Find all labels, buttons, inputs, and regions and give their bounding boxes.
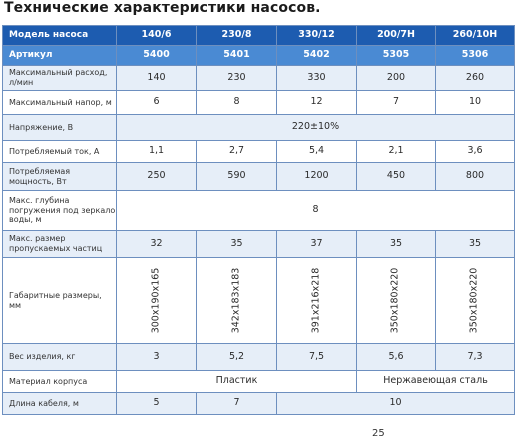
table-cell: 5,2 [197,344,277,371]
header-row-article [3,46,515,66]
table-cell: 8 [197,91,277,115]
table-row-dims [3,258,515,344]
spec-table [2,25,515,415]
table-row-particles [3,231,515,258]
vertical-text: 350x180x220 [389,267,401,334]
row-label: Макс. глубина погружения под зеркало воды, м [3,191,117,231]
row-label: Максимальный напор, м [3,91,117,115]
table-cell: 37 [277,231,357,258]
table-cell: 5 [117,393,197,415]
header-cell-article: 5402 [277,46,357,66]
row-label: Потребляемый ток, А [3,141,117,163]
table-row-voltage [3,115,515,141]
header-cell-model: 260/10Н [436,26,515,46]
table-cell: 32 [117,231,197,258]
vertical-text: 342x183x183 [230,267,242,334]
table-cell: 330 [277,66,357,91]
table-cell: 3,6 [436,141,515,163]
table-cell: 35 [436,231,515,258]
table-cell-vertical [436,258,515,344]
header-cell-model: 230/8 [197,26,277,46]
table-cell-vertical [117,258,197,344]
table-cell-vertical [197,258,277,344]
vertical-text: 300x190x165 [150,267,162,334]
page-number: 25 [372,428,385,439]
table-cell: 35 [197,231,277,258]
row-label: Материал корпуса [3,371,117,393]
table-row-head [3,91,515,115]
vertical-text: 391x216x218 [310,267,322,334]
header-cell-article: 5400 [117,46,197,66]
table-cell: 12 [277,91,357,115]
header-cell-article: 5306 [436,46,515,66]
table-cell: 250 [117,163,197,191]
header-cell-article: 5305 [357,46,436,66]
table-cell: 7 [357,91,436,115]
header-cell-model: 330/12 [277,26,357,46]
table-cell: 7,3 [436,344,515,371]
table-cell: 260 [436,66,515,91]
row-label: Макс. размер пропускаемых частиц [3,231,117,258]
table-row-cable [3,393,515,415]
page-title: Технические характеристики насосов. [4,0,321,16]
row-label: Вес изделия, кг [3,344,117,371]
table-cell: 2,1 [357,141,436,163]
table-cell-merged: 10 [277,393,515,415]
table-cell: 6 [117,91,197,115]
header-cell-model-label: Модель насоса [3,26,117,46]
table-cell: 590 [197,163,277,191]
header-cell-article: 5401 [197,46,277,66]
table-cell-merged: Нержавеющая сталь [357,371,515,393]
table-cell: 140 [117,66,197,91]
table-cell: 800 [436,163,515,191]
table-cell: 3 [117,344,197,371]
table-cell-merged: 8 [117,191,515,231]
row-label: Напряжение, В [3,115,117,141]
table-cell: 200 [357,66,436,91]
table-cell: 10 [436,91,515,115]
header-cell-model: 200/7Н [357,26,436,46]
table-row-material [3,371,515,393]
table-row-current [3,141,515,163]
table-row-weight [3,344,515,371]
header-cell-article-label: Артикул [3,46,117,66]
table-cell: 2,7 [197,141,277,163]
table-cell-vertical [277,258,357,344]
table-cell: 7 [197,393,277,415]
header-row-model [3,26,515,46]
table-cell: 5,4 [277,141,357,163]
table-cell-merged: 220±10% [117,115,515,141]
table-row-flow [3,66,515,91]
table-cell: 7,5 [277,344,357,371]
table-row-depth [3,191,515,231]
table-cell-vertical [357,258,436,344]
vertical-text: 350x180x220 [468,267,480,334]
header-cell-model: 140/6 [117,26,197,46]
table-cell: 1200 [277,163,357,191]
table-cell: 450 [357,163,436,191]
table-cell: 1,1 [117,141,197,163]
table-cell-merged: Пластик [117,371,357,393]
table-row-power [3,163,515,191]
row-label: Потребляемая мощность, Вт [3,163,117,191]
table-cell: 230 [197,66,277,91]
row-label: Габаритные размеры, мм [3,258,117,344]
row-label: Длина кабеля, м [3,393,117,415]
row-label: Максимальный расход, л/мин [3,66,117,91]
table-cell: 5,6 [357,344,436,371]
table-cell: 35 [357,231,436,258]
